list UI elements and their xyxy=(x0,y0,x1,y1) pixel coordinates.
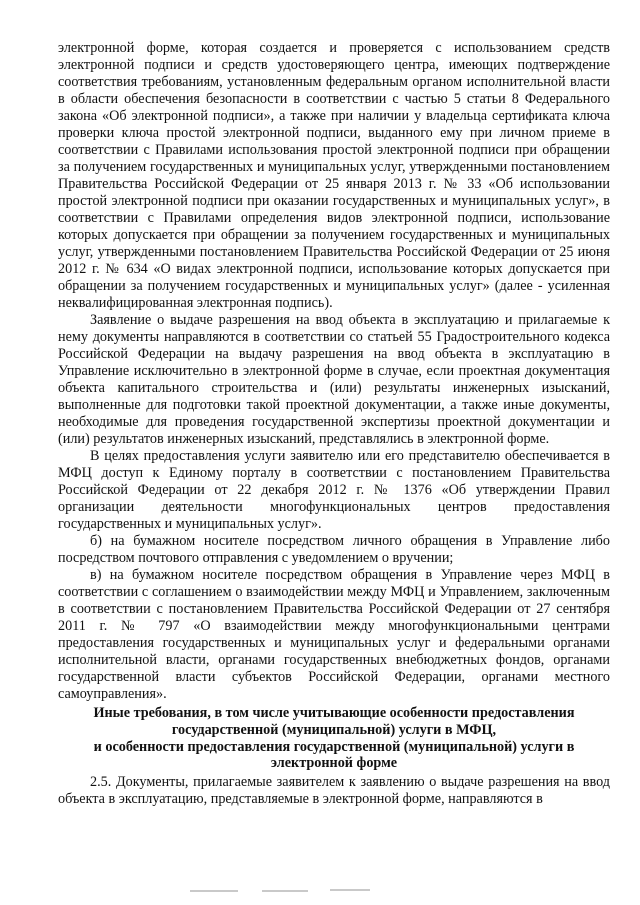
paragraph-electronic-signature: электронной форме, которая создается и проверяется с использованием средств электронной подписи и средств удостоверяющего центра, имеющих подтверждение соответствия требованиям, установленным федеральным органом исполнительной власти в области обеспечения безопасности в соответствии с частью 5 статьи 8 Федерального закона «Об электронной подписи», а также при наличии у владельца сертификата ключа проверки ключа простой электронной подписи, выданного ему при личном приеме в соответствии с Правилами использования простой электронной подписи при обращении за получением государственных и муниципальных услуг, утвержденными постановлением Правительства Российской Федерации от 25 января 2013 г. № 33 «Об использовании простой электронной подписи при оказании государственных и муниципальных услуг», в соответствии с Правилами определения видов электронной подписи, использование которых допускается при обращении за получением государственных и муниципальных услуг, утвержденными постановлением Правительства Российской Федерации от 25 июня 2012 г. № 634 «О видах электронной подписи, использование которых допускается при обращении за получением государственных и муниципальных услуг» (далее - усиленная неквалифицированная электронная подпись). xyxy=(58,40,610,311)
paragraph-application-submission: Заявление о выдаче разрешения на ввод объекта в эксплуатацию и прилагаемые к нему документы направляются в соответствии со статьей 55 Градостроительного кодекса Российской Федерации на выдачу разрешения на ввод объекта в эксплуатацию в Управление исключительно в электронной форме в случае, если проектная документация объекта капитального строительства и (или) результаты инженерных изысканий, выполненные для подготовки такой проектной документации, а также иные документы, необходимые для проведения государственной экспертизы проектной документации и (или) результатов инженерных изысканий, представлялись в электронной форме. xyxy=(58,312,610,447)
section-heading-line: государственной (муниципальной) услуги в МФЦ, xyxy=(171,721,497,738)
section-heading xyxy=(58,705,610,772)
scan-artifact-mark xyxy=(330,889,370,891)
document-page xyxy=(58,40,610,808)
section-heading-line: электронной форме xyxy=(270,755,398,772)
paragraph-paper-personal: б) на бумажном носителе посредством личного обращения в Управление либо посредством почтового отправления с уведомлением о вручении; xyxy=(58,533,610,566)
scan-artifact-mark xyxy=(190,890,238,892)
paragraph-mfc-portal-access: В целях предоставления услуги заявителю или его представителю обеспечивается в МФЦ доступ к Единому порталу в соответствии с постановлением Правительства Российской Федерации от 22 декабря 2012 г. № 1376 «Об утверждении Правил организации деятельности многофункциональных центров предоставления государственных и муниципальных услуг». xyxy=(58,448,610,532)
section-heading-line: и особенности предоставления государственной (муниципальной) услуги в xyxy=(93,738,575,755)
paragraph-2-5: 2.5. Документы, прилагаемые заявителем к заявлению о выдаче разрешения на ввод объекта в эксплуатацию, представляемые в электронной форме, направляются в xyxy=(58,774,610,808)
section-heading-line: Иные требования, в том числе учитывающие особенности предоставления xyxy=(93,705,575,721)
scan-artifact-mark xyxy=(262,890,308,892)
paragraph-paper-mfc: в) на бумажном носителе посредством обращения в Управление через МФЦ в соответствии с соглашением о взаимодействии между МФЦ и Управлением, заключенным в соответствии с постановлением Правительства Российской Федерации от 27 сентября 2011 г. № 797 «О взаимодействии между многофункциональными центрами предоставления государственных и муниципальных услуг и федеральными органами исполнительной власти, органами государственных внебюджетных фондов, органами государственной власти субъектов Российской Федерации, органами местного самоуправления». xyxy=(58,567,610,702)
